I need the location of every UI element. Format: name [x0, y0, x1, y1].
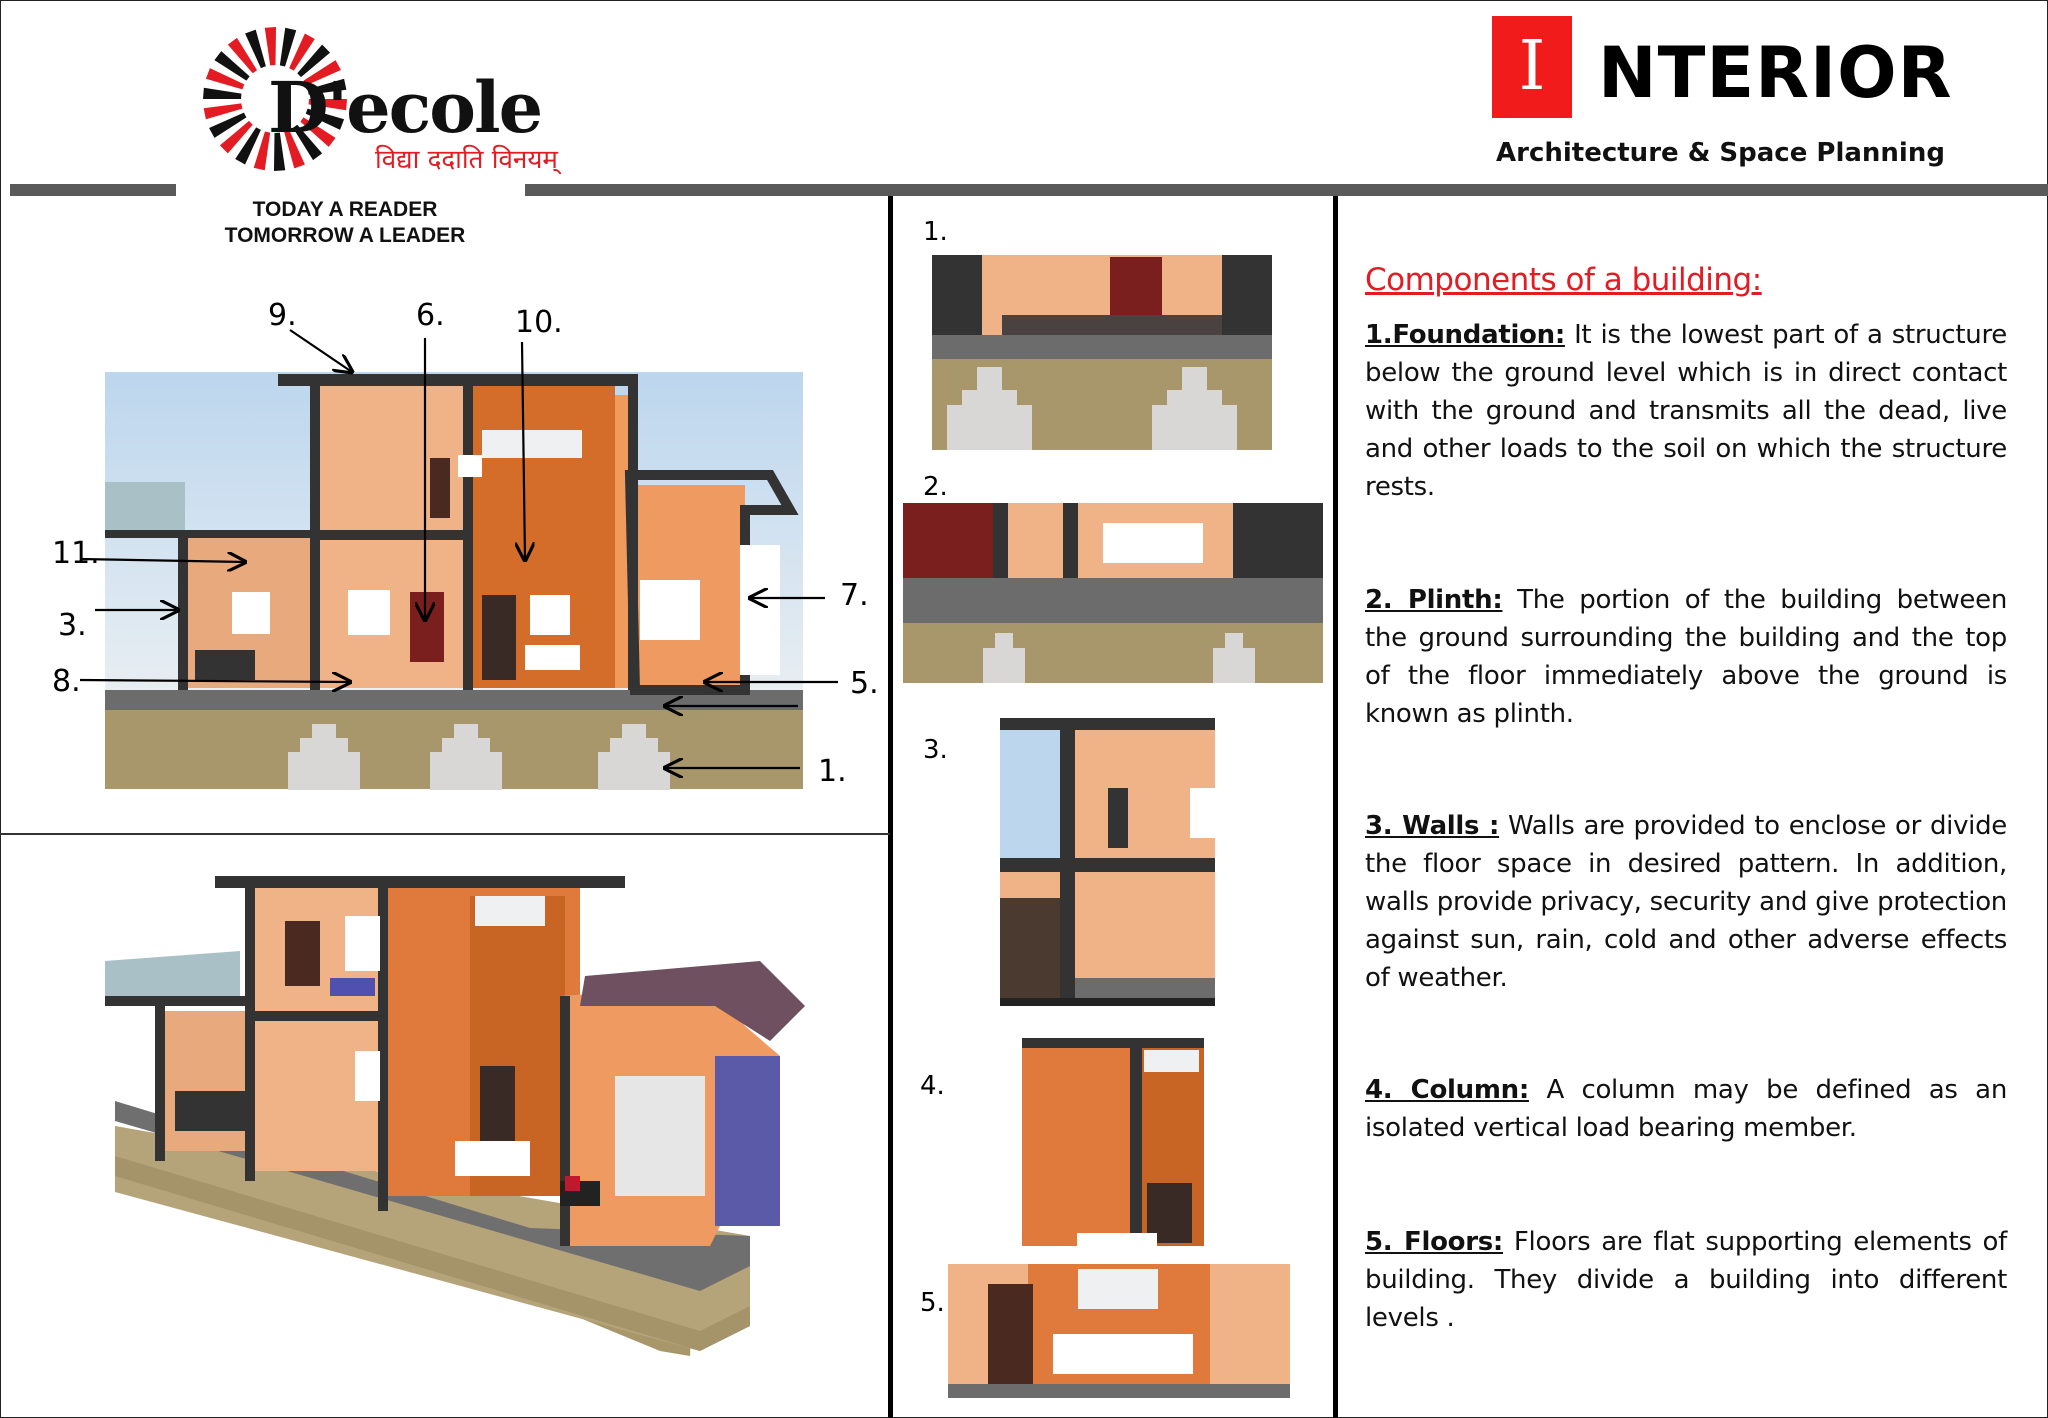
callout-1: 1.: [818, 754, 847, 789]
thumbnail-walls: [1000, 718, 1215, 1006]
thumb-label-2: 2.: [923, 472, 948, 502]
brand-word: NTERIOR: [1598, 32, 1953, 114]
brand-subtitle: Architecture & Space Planning: [1496, 138, 1945, 168]
component-column: [1365, 1071, 2007, 1147]
logo-tagline-2: TOMORROW A LEADER: [224, 224, 466, 247]
component-walls-text: Walls are provided to enclose or divide the floor space in desired pattern. In addition, walls provide privacy, security and give protection against sun, rain, cold and other adverse effects of weather.: [1365, 811, 2007, 993]
component-floors-lead: 5. Floors:: [1365, 1227, 1504, 1257]
component-plinth: [1365, 581, 2007, 733]
component-walls-lead: 3. Walls :: [1365, 811, 1500, 841]
callout-6: 6.: [416, 298, 445, 333]
logo-hindi-tagline: विद्या ददाति विनयम्: [375, 145, 558, 175]
component-floors: [1365, 1223, 2007, 1337]
thumbnail-plinth: [903, 503, 1323, 683]
callout-7: 7.: [840, 578, 869, 613]
component-foundation-text: It is the lowest part of a structure below the ground level which is in direct contact with the ground and transmits all the dead, live and other loads to the soil on which the structure rests.: [1365, 320, 2007, 502]
callout-10: 10.: [515, 305, 563, 340]
component-walls: [1365, 807, 2007, 997]
callout-8: 8.: [52, 664, 81, 699]
component-plinth-text: The portion of the building between the ground surrounding the building and the top of the floor immediately above the ground is known as plinth.: [1365, 585, 2007, 729]
component-floors-text: Floors are flat supporting elements of building. They divide a building into different levels .: [1365, 1227, 2007, 1333]
thumb-label-4: 4.: [920, 1071, 945, 1101]
thumb-label-3: 3.: [923, 735, 948, 765]
component-column-lead: 4. Column:: [1365, 1075, 1529, 1105]
thumb-label-5: 5.: [920, 1288, 945, 1318]
thumbnail-foundation: [932, 255, 1272, 450]
callout-9: 9.: [268, 298, 297, 333]
logo-tagline-1: TODAY A READER: [252, 198, 438, 221]
callout-3: 3.: [58, 608, 87, 643]
component-foundation: [1365, 316, 2007, 506]
component-foundation-lead: 1.Foundation:: [1365, 320, 1565, 350]
divider-left-horizontal: [0, 833, 890, 835]
callout-11: 11.: [52, 536, 100, 571]
callout-5: 5.: [850, 666, 879, 701]
component-plinth-lead: 2. Plinth:: [1365, 585, 1503, 615]
building-3d-render: [0, 836, 888, 1416]
thumb-label-1: 1.: [923, 217, 948, 247]
divider-right-column: [1333, 196, 1338, 1418]
brand-initial: I: [1518, 27, 1546, 106]
components-title: Components of a building:: [1365, 262, 1762, 298]
thumbnail-column: [1022, 1038, 1204, 1246]
component-column-text: A column may be defined as an isolated vertical load bearing member.: [1365, 1075, 2007, 1143]
logo-wordmark: D'ecole: [268, 66, 542, 149]
building-section-render: [0, 0, 890, 833]
thumbnail-floors: [948, 1264, 1290, 1398]
